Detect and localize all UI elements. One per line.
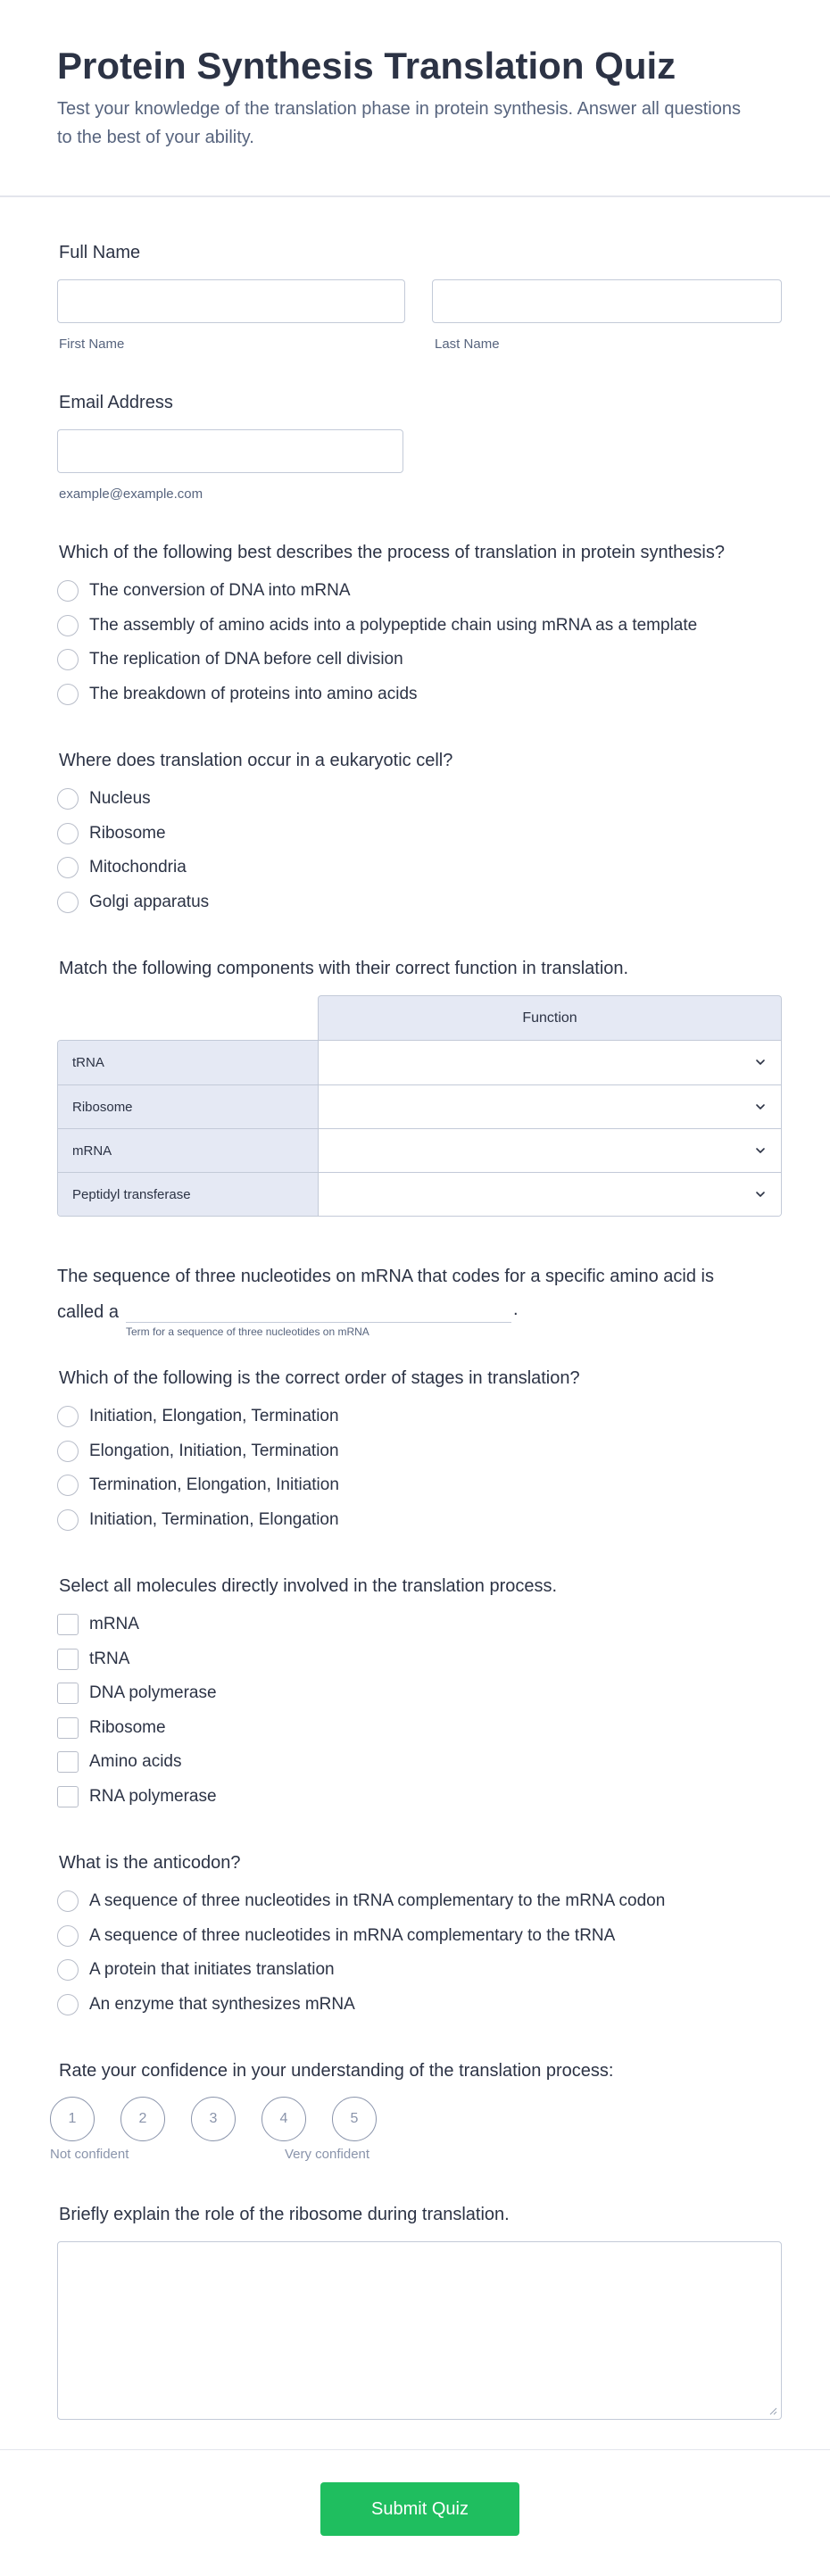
q5-option[interactable] [57,1439,339,1464]
q7-option[interactable] [57,1957,335,1982]
email-label: Email Address [59,393,173,412]
matrix-select[interactable] [319,1129,781,1172]
q4-blank-input[interactable] [126,1300,511,1323]
q9-textarea[interactable] [57,2241,782,2420]
matrix-column-header: Function [318,995,782,1040]
q5-label: Which of the following is the correct order of stages in translation? [59,1368,580,1388]
q6-option[interactable] [57,1612,139,1637]
q1-label: Which of the following best describes the process of translation in protein synthesis? [59,543,725,562]
rating-max-caption: Very confident [285,2147,370,2162]
rating-option-5[interactable]: 5 [332,2097,377,2141]
last-name-input[interactable] [432,279,782,323]
q5-option[interactable] [57,1508,339,1533]
q6-option-label: Ribosome [89,1718,166,1737]
first-name-sublabel: First Name [59,337,125,352]
radio-button[interactable] [57,1890,79,1912]
full-name-label: Full Name [59,243,141,262]
q9-label: Briefly explain the role of the ribosome during translation. [59,2205,510,2224]
q2-option[interactable] [57,786,151,811]
q4-period: . [513,1300,519,1319]
matrix-row [58,1084,781,1128]
q1-option[interactable] [57,647,403,672]
q3-label: Match the following components with their correct function in translation. [59,959,629,978]
resize-handle-icon[interactable] [768,2406,777,2415]
q2-option[interactable] [57,821,166,846]
checkbox[interactable] [57,1717,79,1739]
footer-divider [0,2449,830,2450]
rating-min-caption: Not confident [50,2147,129,2162]
checkbox[interactable] [57,1614,79,1635]
q4-text: The sequence of three nucleotides on mRNA that codes for a specific amino acid is called a [57,1267,714,1322]
q5-option[interactable] [57,1473,339,1498]
q2-option[interactable] [57,855,187,880]
rating-option-4[interactable]: 4 [261,2097,306,2141]
form-header [0,0,830,197]
radio-button[interactable] [57,684,79,705]
q1-option-label: The conversion of DNA into mRNA [89,581,351,600]
q1-option[interactable] [57,613,697,638]
radio-button[interactable] [57,1475,79,1496]
checkbox[interactable] [57,1649,79,1670]
chevron-down-icon [754,1188,767,1201]
matrix-row-label: mRNA [58,1129,319,1172]
matrix-row-label: Peptidyl transferase [58,1173,319,1216]
matrix-select[interactable] [319,1173,781,1216]
q5-option[interactable] [57,1404,339,1429]
chevron-down-icon [754,1144,767,1157]
matrix-row [58,1041,781,1084]
rating-option-3[interactable]: 3 [191,2097,236,2141]
q6-option[interactable] [57,1681,217,1706]
q6-option[interactable] [57,1647,129,1672]
q8-label: Rate your confidence in your understanding of the translation process: [59,2061,614,2081]
q1-option[interactable] [57,682,418,707]
q2-option-label: Mitochondria [89,858,187,877]
q5-option-label: Initiation, Elongation, Termination [89,1407,339,1425]
form-title: Protein Synthesis Translation Quiz [57,45,676,87]
matrix-select[interactable] [319,1085,781,1128]
q7-option-label: A sequence of three nucleotides in tRNA complementary to the mRNA codon [89,1891,666,1910]
radio-button[interactable] [57,1441,79,1462]
q6-option[interactable] [57,1749,182,1774]
q7-option[interactable] [57,1889,665,1914]
q6-option-label: RNA polymerase [89,1787,217,1806]
q6-label: Select all molecules directly involved in the translation process. [59,1576,558,1596]
q6-option-label: Amino acids [89,1752,182,1771]
q5-option-label: Initiation, Termination, Elongation [89,1510,339,1529]
checkbox[interactable] [57,1751,79,1773]
q2-option-label: Golgi apparatus [89,893,210,911]
q1-option-label: The assembly of amino acids into a polypeptide chain using mRNA as a template [89,616,698,635]
matrix-select[interactable] [319,1041,781,1084]
matrix-table [57,1040,782,1217]
radio-button[interactable] [57,1994,79,2015]
q7-option[interactable] [57,1924,615,1949]
matrix-row-label: tRNA [58,1041,319,1084]
chevron-down-icon [754,1056,767,1068]
q6-option-label: mRNA [89,1615,139,1633]
q7-option-label: A protein that initiates translation [89,1960,335,1979]
q2-option-label: Nucleus [89,789,151,808]
q1-option-label: The replication of DNA before cell division [89,650,403,669]
email-input[interactable] [57,429,403,473]
email-sublabel: example@example.com [59,486,203,502]
radio-button[interactable] [57,649,79,670]
q5-option-label: Elongation, Initiation, Termination [89,1442,339,1460]
radio-button[interactable] [57,1509,79,1531]
chevron-down-icon [754,1101,767,1113]
matrix-row [58,1128,781,1172]
radio-button[interactable] [57,1959,79,1981]
q1-option-label: The breakdown of proteins into amino acids [89,685,418,703]
radio-button[interactable] [57,1406,79,1427]
radio-button[interactable] [57,788,79,810]
q7-label: What is the anticodon? [59,1853,241,1873]
q7-option-label: A sequence of three nucleotides in mRNA complementary to the tRNA [89,1926,616,1945]
q2-option[interactable] [57,890,209,915]
radio-button[interactable] [57,823,79,844]
rating-option-2[interactable]: 2 [120,2097,165,2141]
q1-option[interactable] [57,578,351,603]
q5-option-label: Termination, Elongation, Initiation [89,1475,339,1494]
radio-button[interactable] [57,580,79,602]
q6-option[interactable] [57,1784,217,1809]
q2-label: Where does translation occur in a eukaryotic cell? [59,751,453,770]
radio-button[interactable] [57,615,79,636]
checkbox[interactable] [57,1683,79,1704]
q6-option[interactable] [57,1716,166,1741]
radio-button[interactable] [57,857,79,878]
first-name-input[interactable] [57,279,405,323]
q4-blank-hint: Term for a sequence of three nucleotides on mRNA [126,1325,369,1338]
submit-button[interactable]: Submit Quiz [320,2482,519,2536]
q2-option-label: Ribosome [89,824,166,843]
checkbox[interactable] [57,1786,79,1807]
q6-option-label: tRNA [89,1649,130,1668]
form-description: Test your knowledge of the translation phase in protein synthesis. Answer all questions to the best of your ability. [57,99,741,147]
last-name-sublabel: Last Name [435,337,500,352]
radio-button[interactable] [57,1925,79,1947]
rating-option-1[interactable]: 1 [50,2097,95,2141]
matrix-row [58,1172,781,1216]
q7-option-label: An enzyme that synthesizes mRNA [89,1995,355,2014]
q6-option-label: DNA polymerase [89,1683,217,1702]
matrix-row-label: Ribosome [58,1085,319,1128]
q7-option[interactable] [57,1992,355,2017]
radio-button[interactable] [57,892,79,913]
